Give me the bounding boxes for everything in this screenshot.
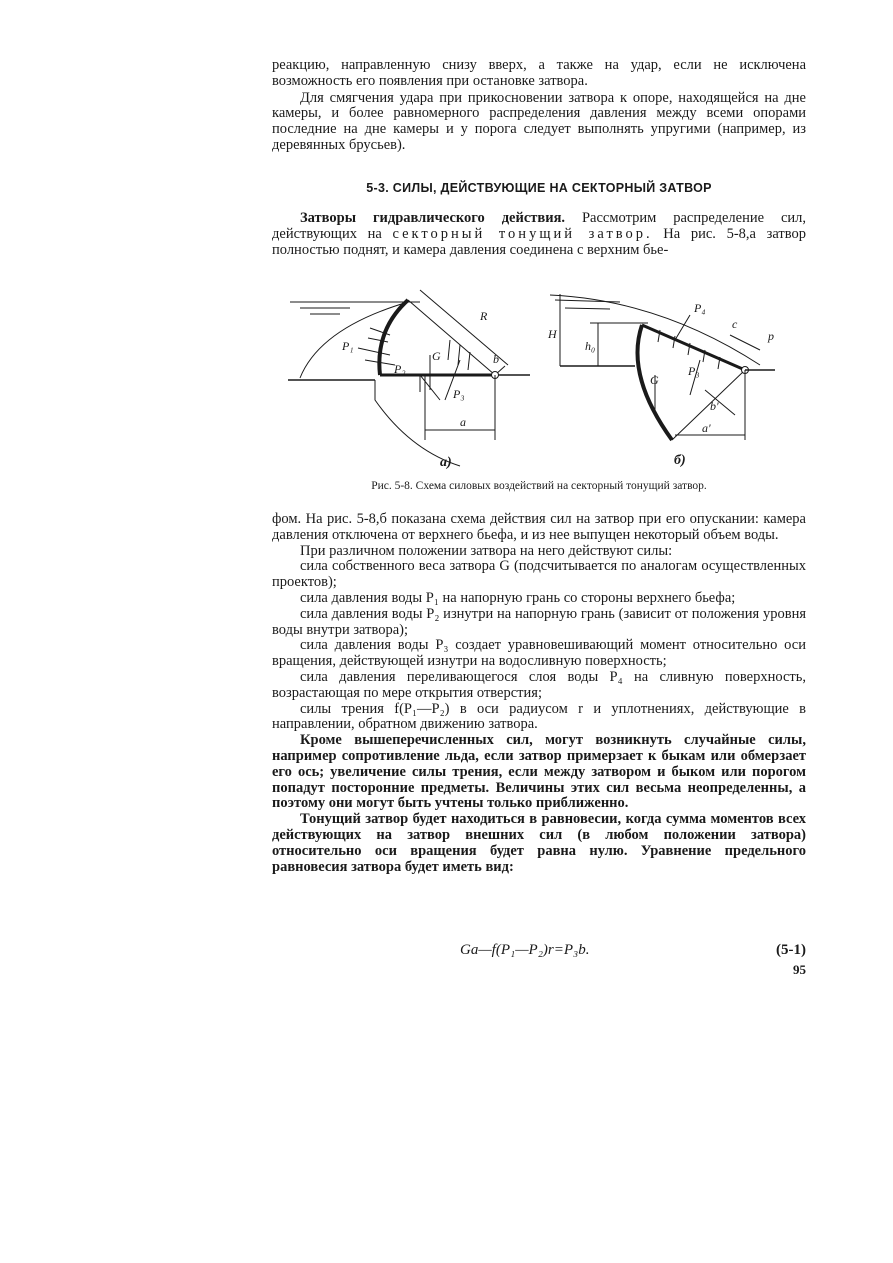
label-P2: P₂: [394, 362, 406, 376]
label-b-prime: b': [710, 399, 719, 413]
arrow-p1: [358, 348, 390, 355]
paragraph-text-b: На рис. 5-8,а затвор полностью поднят, и камера давления соединена с верхним бье-: [272, 225, 806, 258]
list-item: сила давления воды P₃ создает уравновешивающий момент относительно оси вращения, действующей изнутри на водосливную поверхность;: [272, 637, 806, 670]
figure-5-8: [280, 280, 780, 470]
paragraph-hydraulic: [272, 211, 806, 258]
paragraph-text-a: Рассмотрим распределение сил, действующих на: [272, 210, 806, 242]
label-G: G: [432, 349, 441, 363]
text-block-hydraulic: [272, 211, 806, 258]
paragraph-shock: Для смягчения удара при прикосновении затвора к опоре, находящейся на дне камеры, и более равномерного распределения давления между всеми опорами последние на дне камеры и у порога следует выполнять упругими (например, из деревянных брусьев).: [272, 89, 806, 153]
text-block-top: [272, 58, 806, 154]
label-P4: P₄: [694, 301, 706, 315]
list-item: сила давления переливающегося слоя воды P₄ на сливную поверхность, возрастающая по мере открытия отверстия;: [272, 668, 806, 701]
equation-number: (5-1): [776, 942, 806, 958]
label-P3: P₃: [453, 387, 465, 401]
label-fig-a: а): [440, 455, 452, 470]
label-H: H: [548, 327, 557, 341]
label-fig-b: б): [674, 453, 686, 468]
section-heading: 5-3. СИЛЫ, ДЕЙСТВУЮЩИЕ НА СЕКТОРНЫЙ ЗАТВОР: [366, 181, 712, 195]
paragraph-after-figure: фом. На рис. 5-8,б показана схема действия сил на затвор при его опускании: камера давления отключена от верхнего бьефа, и из нее выпущен некоторый объем воды.: [272, 511, 806, 543]
paragraph-spaced-term: секторный тонущий затвор.: [392, 225, 653, 242]
label-a: a: [460, 415, 466, 429]
paragraph-top: реакцию, направленную снизу вверх, а также на удар, если не исключена возможность его появления при остановке затвора.: [272, 57, 806, 89]
paragraph-positions: При различном положении затвора на него действуют силы:: [300, 542, 673, 559]
dim-c: [730, 335, 760, 350]
label-P3-b: P₃: [688, 364, 700, 378]
label-P1: P₁: [342, 339, 354, 353]
equation-text: Ga—f(P₁—P₂)r=P₃b.: [460, 942, 590, 958]
list-item: сила собственного веса затвора G (подсчитывается по аналогам осуществленных проектов);: [272, 558, 806, 591]
paragraph-random-forces: Кроме вышеперечисленных сил, могут возникнуть случайные силы, например сопротивление льда, если затвор примерзает к быкам или обмерзает его ось; увеличение силы трения, если между затвором и быком или порогом попадут посторонние предметы. Величины этих сил весьма неопределенны, а поэтому они могут быть учтены только приближенно.: [272, 732, 806, 812]
list-item: силы трения f(P₁—P₂) в оси радиусом r и уплотнениях, действующие в направлении, обратном движению затвора.: [272, 700, 806, 733]
page-number: 95: [793, 962, 806, 977]
label-G-b: G: [650, 373, 659, 387]
figure-caption: Рис. 5-8. Схема силовых воздействий на секторный тонущий затвор.: [371, 480, 707, 492]
label-a-prime: a': [702, 421, 711, 435]
label-b: b: [493, 352, 499, 366]
paragraph-lead: Затворы гидравлического действия.: [300, 210, 566, 226]
figure-a: [288, 290, 530, 466]
list-item: сила давления воды P₁ на напорную грань со стороны верхнего бьефа;: [300, 589, 736, 606]
label-R: R: [480, 309, 488, 323]
arrow-p4: [675, 315, 690, 340]
figure-b: [550, 294, 775, 440]
paragraph-equilibrium: Тонущий затвор будет находиться в равновесии, когда сумма моментов всех действующих на затвор внешних сил (в любом положении затвора) относительно оси вращения будет равна нулю. Уравнение предельного равновесия затвора будет иметь вид:: [272, 811, 806, 875]
label-p: p: [768, 329, 774, 343]
label-c: c: [732, 317, 738, 331]
label-h0: h₀: [585, 339, 596, 353]
upstream-arc-a: [300, 302, 408, 378]
list-item: сила давления воды P₂ изнутри на напорную грань (зависит от положения уровня воды внутри затвора);: [272, 605, 806, 638]
text-block-body: [272, 512, 806, 875]
